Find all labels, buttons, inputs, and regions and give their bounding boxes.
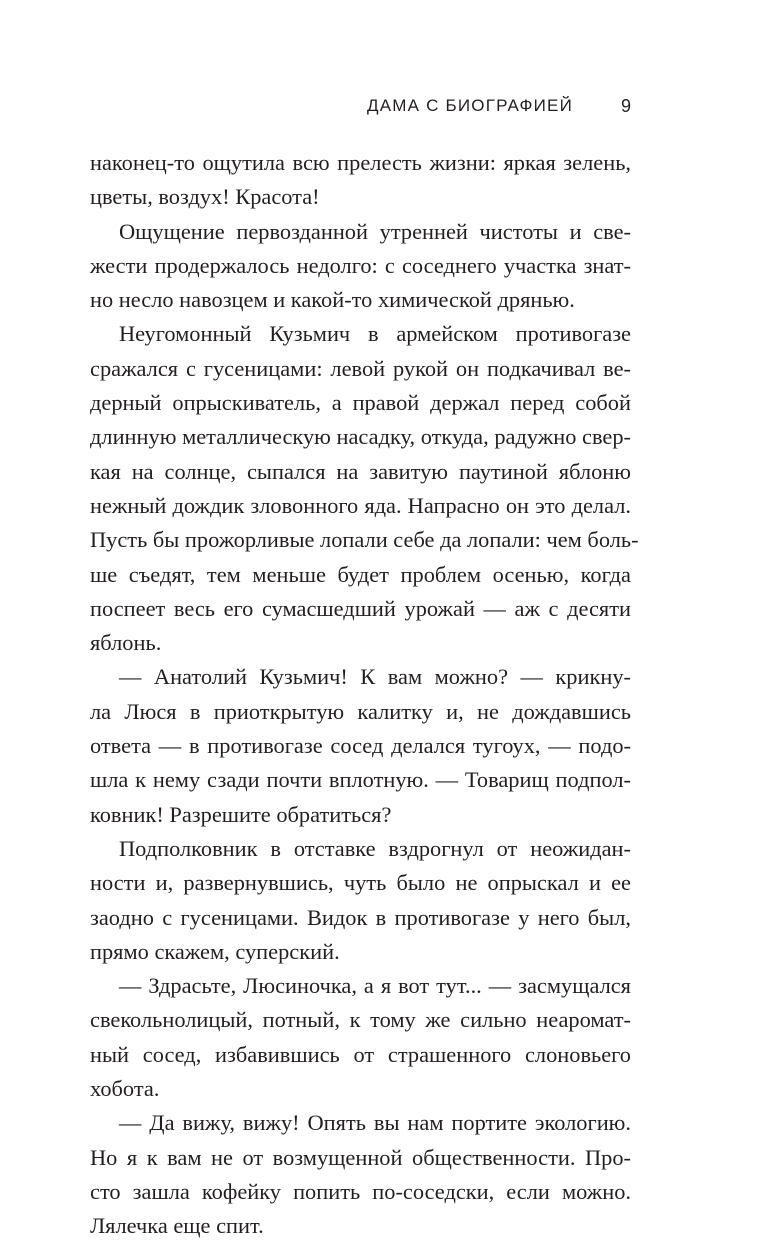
text-line: заодно с гусеницами. Видок в противогазе у него был, [90,904,631,930]
paragraph [90,215,631,318]
text-line: ковник! Разрешите обратиться? [90,801,392,827]
text-line: хобота. [90,1076,160,1102]
text-line: ответа — в противогазе сосед делался тугоух, — подо- [90,733,631,759]
text-line: Ощущение первозданной утренней чистоты и све- [119,218,631,244]
text-line: длинную металлическую насадку, откуда, радужно свер- [90,424,631,450]
text-line: ный сосед, избавившись от страшенного слоновьего [90,1041,631,1067]
paragraph [90,1106,631,1243]
running-title: ДАМА С БИОГРАФИЕЙ [367,96,573,115]
text-line: — Анатолий Кузьмич! К вам можно? — крикну- [119,664,631,690]
text-line: ше съедят, тем меньше будет проблем осенью, когда [90,561,631,587]
text-line: — Здрасьте, Люсиночка, а я вот тут... — засмущался [119,973,631,999]
text-line: нежный дождик зловонного яда. Напрасно он это делал. [90,492,631,518]
text-line: сто зашла кофейку попить по-соседски, если можно. [90,1178,631,1204]
paragraph [90,146,631,215]
text-line: дерный опрыскиватель, а правой держал перед собой [90,390,631,416]
paragraph [90,317,639,660]
text-line: ла Люся в приоткрытую калитку и, не дождавшись [90,698,631,724]
text-line: но несло навозцем и какой-то химической дрянью. [90,287,575,313]
text-line: прямо скажем, суперский. [90,938,340,964]
text-line: Но я к вам не от возмущенной общественности. Про- [90,1144,631,1170]
text-line: жести продержалось недолго: с соседнего участка знат- [90,252,631,278]
paragraph [90,832,631,969]
text-line: — Да вижу, вижу! Опять вы нам портите экологию. [119,1110,631,1136]
text-line: цветы, воздух! Красота! [90,184,320,210]
paragraph [90,969,631,1106]
text-line: кая на солнце, сыпался на завитую паутиной яблоню [90,458,631,484]
text-line: наконец-то ощутила всю прелесть жизни: яркая зелень, [90,150,631,175]
text-line: Подполковник в отставке вздрогнул от неожидан- [119,835,631,861]
text-line: Лялечка еще спит. [90,1213,264,1239]
text-line: яблонь. [90,630,162,656]
paragraph [90,660,631,831]
text-line: сражался с гусеницами: левой рукой он подкачивал ве- [90,355,631,381]
text-line: поспеет весь его сумасшедший урожай — аж с десяти [90,595,631,621]
text-body [90,146,639,1244]
page-number: 9 [620,96,631,116]
text-line: ности и, развернувшись, чуть было не опрыскал и ее [90,870,631,896]
text-line: Неугомонный Кузьмич в армейском противогазе [119,321,631,347]
text-line: шла к нему сзади почти вплотную. — Товарищ подпол- [90,767,631,793]
text-line: свекольнолицый, потный, к тому же сильно неаромат- [90,1007,631,1033]
text-line: Пусть бы прожорливые лопали себе да лопали: чем боль- [90,527,639,553]
running-head [90,94,631,118]
